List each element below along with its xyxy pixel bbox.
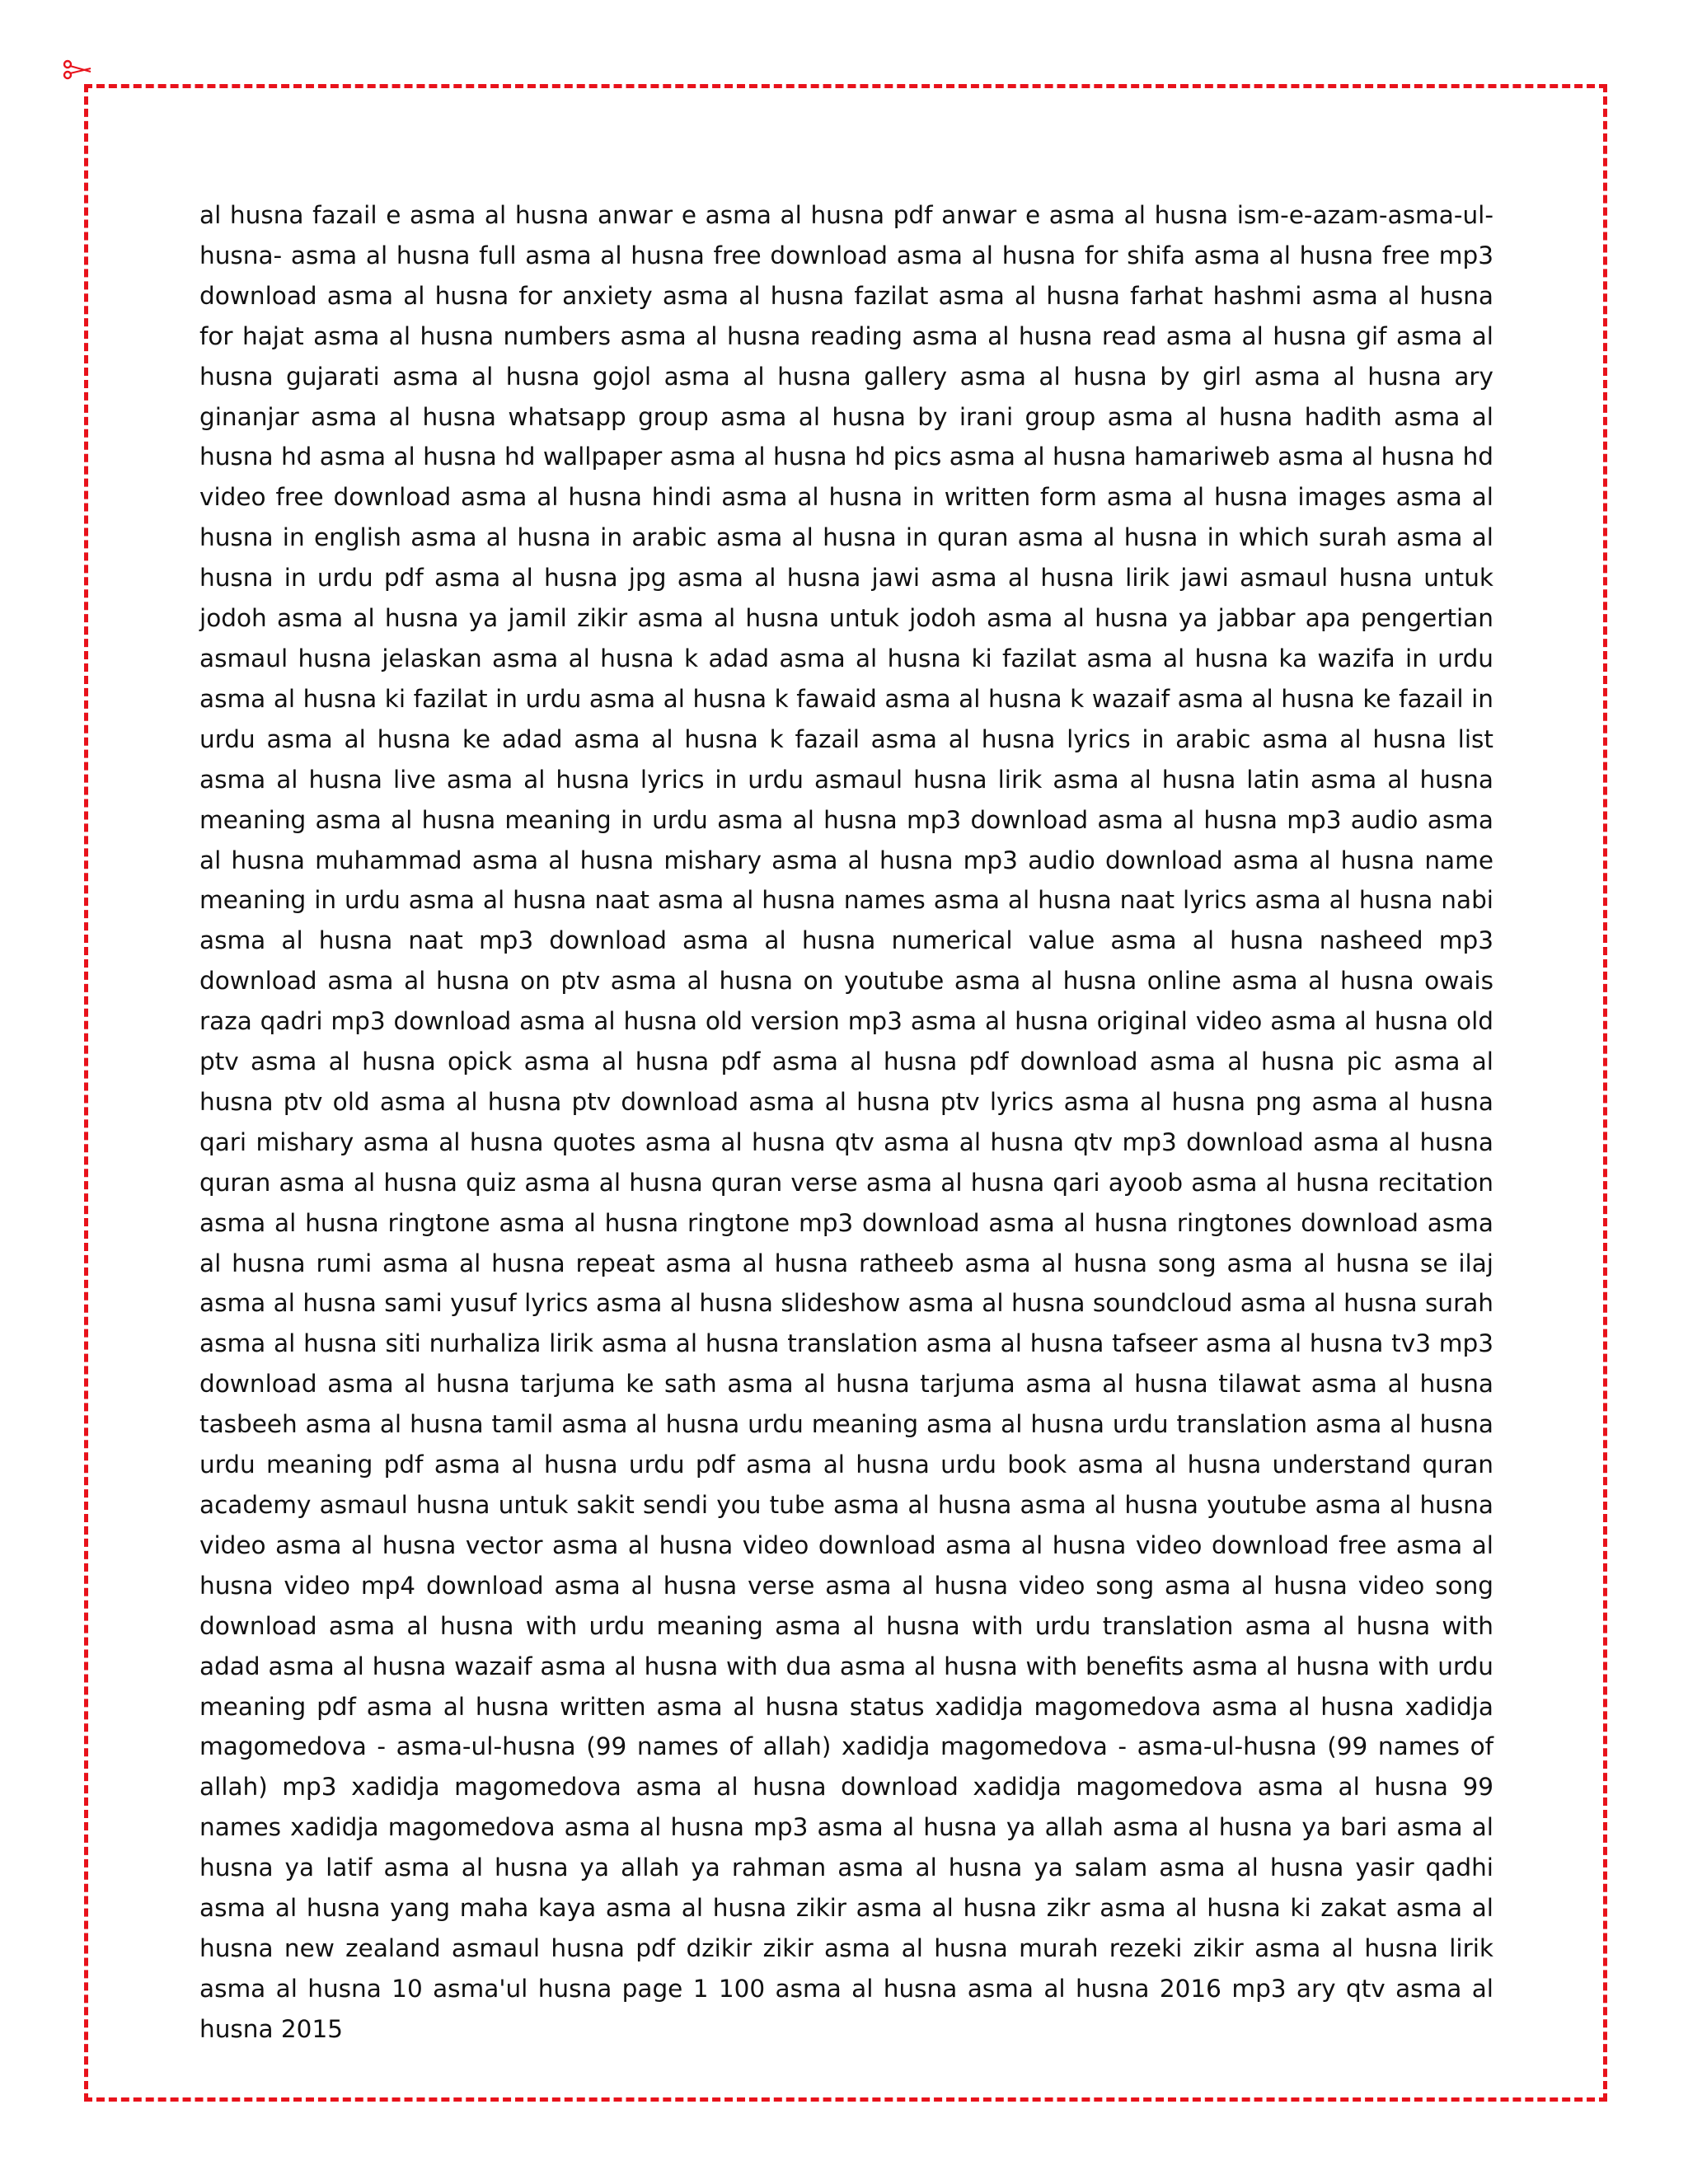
scissors-icon — [61, 59, 94, 81]
keyword-paragraph: al husna fazail e asma al husna anwar e asma al husna pdf anwar e asma al husna ism-e-azam-asma-ul-husna- asma al husna full asma al husna free download asma al husna for shifa asma al husna free mp3 download asma al husna for anxiety asma al husna fazilat asma al husna farhat hashmi asma al husna for hajat asma al husna numbers asma al husna reading asma al husna read asma al husna gif asma al husna gujarati asma al husna gojol asma al husna gallery asma al husna by girl asma al husna ary ginanjar asma al husna whatsapp group asma al husna by irani group asma al husna hadith asma al husna hd asma al husna hd wallpaper asma al husna hd pics asma al husna hamariweb asma al husna hd video free download asma al husna hindi asma al husna in written form asma al husna images asma al husna in english asma al husna in arabic asma al husna in quran asma al husna in which surah asma al husna in urdu pdf asma al husna jpg asma al husna jawi asma al husna lirik jawi asmaul husna untuk jodoh asma al husna ya jamil zikir asma al husna untuk jodoh asma al husna ya jabbar apa pengertian asmaul husna jelaskan asma al husna k adad asma al husna ki fazilat asma al husna ka wazifa in urdu asma al husna ki fazilat in urdu asma al husna k fawaid asma al husna k wazaif asma al husna ke fazail in urdu asma al husna ke adad asma al husna k fazail asma al husna lyrics in arabic asma al husna list asma al husna live asma al husna lyrics in urdu asmaul husna lirik asma al husna latin asma al husna meaning asma al husna meaning in urdu asma al husna mp3 download asma al husna mp3 audio asma al husna muhammad asma al husna mishary asma al husna mp3 audio download asma al husna name meaning in urdu asma al husna naat asma al husna names asma al husna naat lyrics asma al husna nabi asma al husna naat mp3 download asma al husna numerical value asma al husna nasheed mp3 download asma al husna on ptv asma al husna on youtube asma al husna online asma al husna owais raza qadri mp3 download asma al husna old version mp3 asma al husna original video asma al husna old ptv asma al husna opick asma al husna pdf asma al husna pdf download asma al husna pic asma al husna ptv old asma al husna ptv download asma al husna ptv lyrics asma al husna png asma al husna qari mishary asma al husna quotes asma al husna qtv asma al husna qtv mp3 download asma al husna quran asma al husna quiz asma al husna quran verse asma al husna qari ayoob asma al husna recitation asma al husna ringtone asma al husna ringtone mp3 download asma al husna ringtones download asma al husna rumi asma al husna repeat asma al husna ratheeb asma al husna song asma al husna se ilaj asma al husna sami yusuf lyrics asma al husna slideshow asma al husna soundcloud asma al husna surah asma al husna siti nurhaliza lirik asma al husna translation asma al husna tafseer asma al husna tv3 mp3 download asma al husna tarjuma ke sath asma al husna tarjuma asma al husna tilawat asma al husna tasbeeh asma al husna tamil asma al husna urdu meaning asma al husna urdu translation asma al husna urdu meaning pdf asma al husna urdu pdf asma al husna urdu book asma al husna understand quran academy asmaul husna untuk sakit sendi you tube asma al husna asma al husna youtube asma al husna video asma al husna vector asma al husna video download asma al husna video download free asma al husna video mp4 download asma al husna verse asma al husna video song asma al husna video song download asma al husna with urdu meaning asma al husna with urdu translation asma al husna with adad asma al husna wazaif asma al husna with dua asma al husna with benefits asma al husna with urdu meaning pdf asma al husna written asma al husna status xadidja magomedova asma al husna xadidja magomedova - asma-ul-husna (99 names of allah) xadidja magomedova - asma-ul-husna (99 names of allah) mp3 xadidja magomedova asma al husna download xadidja magomedova asma al husna 99 names xadidja magomedova asma al husna mp3 asma al husna ya allah asma al husna ya bari asma al husna ya latif asma al husna ya allah ya rahman asma al husna ya salam asma al husna yasir qadhi asma al husna yang maha kaya asma al husna zikir asma al husna zikr asma al husna ki zakat asma al husna new zealand asmaul husna pdf dzikir zikir asma al husna murah rezeki zikir asma al husna lirik asma al husna 10 asma'ul husna page 1 100 asma al husna asma al husna 2016 mp3 ary qtv asma al husna 2015 — [199, 201, 1493, 2043]
